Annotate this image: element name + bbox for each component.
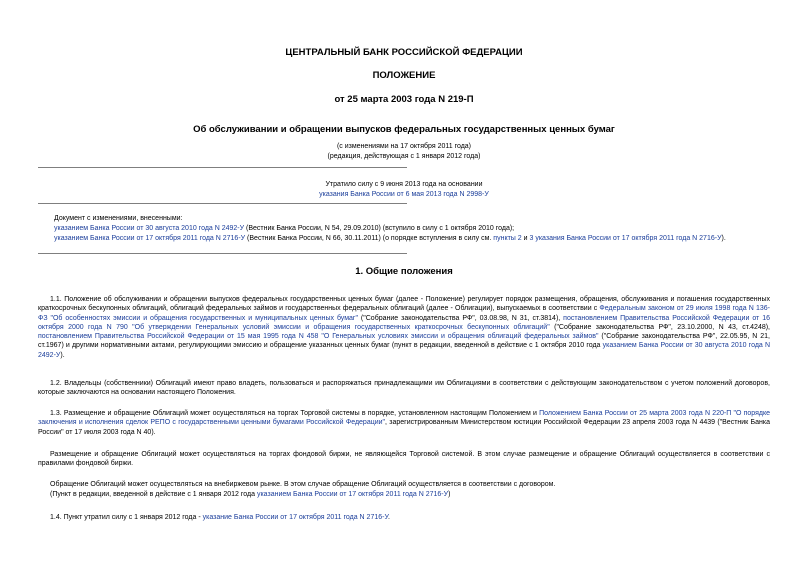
paragraph-1-4 — [38, 513, 770, 522]
order-2492-link[interactable]: указанием Банка России от 30 августа 2010 года N 2492-У — [38, 342, 770, 359]
doc-date-number: от 25 марта 2003 года N 219-П — [334, 94, 474, 105]
edition-note: (редакция, действующая с 1 января 2012 года) — [327, 153, 481, 160]
paragraph-1-3 — [38, 409, 770, 437]
points-3-link[interactable]: 3 указания Банка России от 17 октября 2011 года N 2716-У — [529, 235, 722, 242]
paragraph-exchange: Размещение и обращение Облигаций может осуществляться на торгах фондовой биржи, не являющейся Торговой системой. В этом случае размещение и обращение Облигаций осуществляется в соответствии с правилами фондовой биржи. — [38, 451, 770, 468]
paragraph-text: (Пункт в редакции, введенной в действие с 1 января 2012 года — [50, 491, 257, 498]
doc-type-heading: ПОЛОЖЕНИЕ — [372, 70, 436, 81]
paragraph-note — [38, 490, 770, 499]
amendment-link-2492[interactable]: указанием Банка России от 30 августа 2010 года N 2492-У — [54, 225, 245, 232]
divider — [38, 167, 407, 168]
regulation-220p-link[interactable]: Положением Банка России от 25 марта 2003 года N 220-П "О порядке заключения и исполнения сделок РЕПО с государственными ценными бумагами Российской Федерации" — [38, 410, 771, 427]
amendment-item-2 — [54, 234, 770, 244]
paragraph-text: ("Собрание законодательства РФ", 22.05.95, N 21, ст.1967) и другими нормативными актами, регулирующими эмиссию и обращение указанных ценных бумаг (пункт в редакции, введенной в действие с 1 октября 2010 года — [38, 333, 771, 350]
points-2-link[interactable]: пункты 2 — [493, 235, 522, 242]
paragraph-1-2: 1.2. Владельцы (собственники) Облигаций имеют право владеть, пользоваться и распоряжаться принадлежащими им Облигациями в соответствии с действующим законодательством с учетом положений договоров, которые заключаются на основании настоящего Положения. — [38, 380, 770, 397]
paragraph-text: ("Собрание законодательства РФ", 23.10.2000, N 43, ст.4248), — [549, 323, 771, 331]
document-page — [38, 0, 770, 571]
paragraph-text: 1.4. Пункт утратил силу с 1 января 2012 года - — [50, 514, 203, 521]
paragraph-text: ) — [448, 491, 451, 498]
paragraph-otc: Обращение Облигаций может осуществляться на внебиржевом рынке. В этом случае обращение Облигаций осуществляется в соответствии с договором. — [50, 481, 556, 488]
law-136-link[interactable]: Федеральным законом от 29 июля 1998 года N 136-ФЗ "Об особенностях эмиссии и обращения государственных и муниципальных ценных бумаг" — [38, 305, 770, 322]
divider — [38, 253, 407, 254]
order-2716-link[interactable]: указание Банка России от 17 октября 2011 года N 2716-У — [202, 514, 388, 521]
paragraph-text: 1.1. Положение об обслуживании и обращении выпусков федеральных государственных ценных бумаг (далее - Положение) регулирует порядок размещения, обращения, обслуживания и погашения государственных краткосрочных бескупонных облигаций, облигаций федеральных займов и государственных федеральных облигаций (далее - Облигации), выпускаемых в соответствии с — [38, 296, 770, 313]
amendment-text: и — [521, 235, 530, 242]
paragraph-text: 1.3. Размещение и обращение Облигаций может осуществляться на торгах Торговой системы в порядке, установленном настоящим Положением и — [50, 410, 540, 417]
issuer-heading: ЦЕНТРАЛЬНЫЙ БАНК РОССИЙСКОЙ ФЕДЕРАЦИИ — [285, 47, 523, 58]
changes-note: (с изменениями на 17 октября 2011 года) — [336, 143, 472, 150]
doc-title: Об обслуживании и обращении выпусков федеральных государственных ценных бумаг — [193, 124, 615, 135]
amendment-text: ). — [721, 235, 726, 242]
paragraph-text: , зарегистрированным Министерством юстиции Российской Федерации 23 апреля 2003 года N 4439 ("Вестник Банка России" от 17 июля 2003 года N 40). — [38, 419, 770, 436]
amendment-item-1 — [54, 224, 770, 234]
decree-790-link[interactable]: постановлением Правительства Российской Федерации от 16 октября 2000 года N 790 "Об утверждении Генеральных условий эмиссии и обращения государственных краткосрочных бескупонных облигаций" — [38, 314, 770, 331]
divider — [38, 203, 407, 204]
paragraph-text: ). — [60, 351, 65, 359]
expired-note: Утратило силу с 9 июня 2013 года на основании — [325, 181, 483, 188]
expired-link[interactable]: указания Банка России от 6 мая 2013 года N 2998-У — [319, 191, 489, 198]
amendment-text: (Вестник Банка России, N 66, 30.11.2011) (о порядке вступления в силу см. — [245, 235, 494, 242]
paragraph-text: . — [387, 514, 390, 521]
paragraph-text: ("Собрание законодательства РФ", 03.08.98, N 31, ст.3814), — [357, 314, 564, 322]
order-2716-link[interactable]: указанием Банка России от 17 октября 2011 года N 2716-У — [256, 491, 449, 498]
amendment-text: (Вестник Банка России, N 54, 29.09.2010) (вступило в силу с 1 октября 2010 года); — [244, 225, 515, 232]
decree-458-link[interactable]: постановлением Правительства Российской Федерации от 15 мая 1995 года N 458 "О Генеральных условиях эмиссии и обращения облигаций федеральных займов" — [38, 333, 599, 341]
amendments-intro: Документ с изменениями, внесенными: — [54, 215, 183, 222]
section-heading: 1. Общие положения — [355, 266, 453, 277]
amendments-block — [54, 214, 770, 244]
amendment-link-2716[interactable]: указанием Банка России от 17 октября 2011 года N 2716-У — [54, 235, 246, 242]
paragraph-1-1 — [38, 295, 770, 360]
